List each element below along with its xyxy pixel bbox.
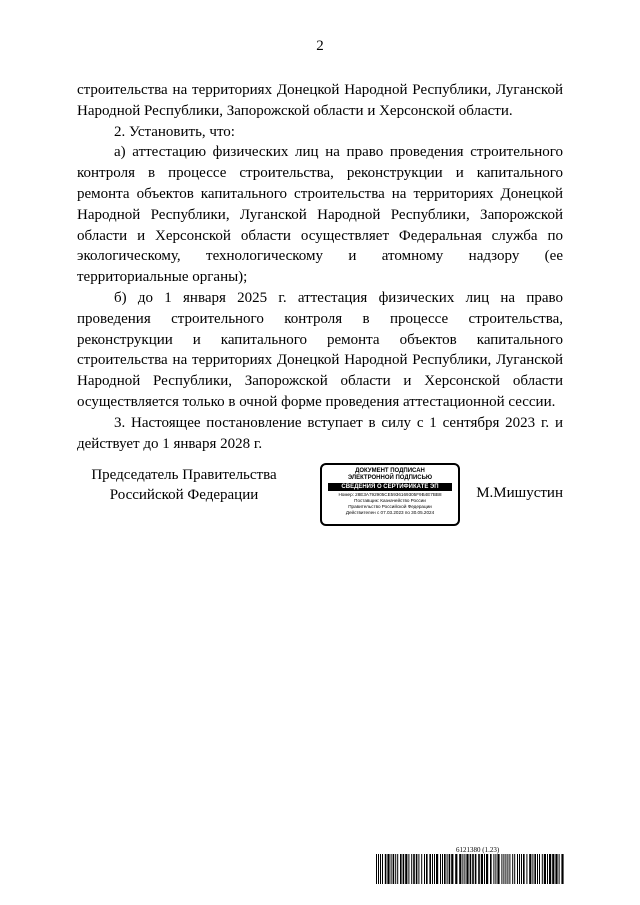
stamp-issuer: Поставщик: Казначейство России [354,498,426,503]
barcode-bar [514,854,515,884]
stamp-band: СВЕДЕНИЯ О СЕРТИФИКАТЕ ЭП [328,483,452,491]
barcode-bar [526,854,527,884]
barcode-bar [559,854,560,884]
barcode-bar [552,854,554,884]
signatory-title-line2: Российской Федерации [109,487,259,503]
barcode-bar [380,854,381,884]
barcode-bar [455,854,457,884]
barcode-bar [436,854,438,884]
barcode-bar [432,854,433,884]
barcode-bar [395,854,396,884]
signatory-title [79,465,289,505]
barcode-bar [397,854,398,884]
barcode-bar [391,854,392,884]
barcode-bar [421,854,422,884]
barcode-bar [481,854,483,884]
barcode-bar [523,854,525,884]
barcode-bar [378,854,379,884]
stamp-owner: Правительство Российской Федерации [348,504,432,509]
document-code: 6121380 (1.23) [456,846,500,854]
barcode-bar [400,854,402,884]
barcode-bar [529,854,531,884]
barcode-bar [512,854,513,884]
page-number: 2 [316,38,324,54]
barcode-bar [440,854,441,884]
barcode-bar [493,854,494,884]
barcode-bar [532,854,533,884]
barcode-bar [418,854,419,884]
barcode-bar [475,854,477,884]
paragraph-item-2b: б) до 1 января 2025 г. аттестация физических лиц на право проведения строительного контроля в процессе строительства, реконструкции и капитального ремонта объектов капитального строительства на территориях Донецкой Народной Республики, Луганской Народной Республики, Запорожской области и Херсонской области осуществляется только в очной форме проведения аттестационной сессии. [77,289,563,410]
stamp-line2: ЭЛЕКТРОННОЙ ПОДПИСЬЮ [347,475,433,481]
barcode-bar [382,854,383,884]
paragraph-item-3: 3. Настоящее постановление вступает в силу с 1 сентября 2023 г. и действует до 1 января 2028 г. [77,414,563,452]
barcode-bar [444,854,446,884]
barcode-bar [497,854,499,884]
barcode-bar [470,854,472,884]
barcode-bar [561,854,563,884]
barcode-bar [547,854,548,884]
document-body [77,80,563,454]
barcode-bar [447,854,448,884]
barcode-bar [555,854,557,884]
barcode-bar [405,854,407,884]
barcode-bar [434,854,435,884]
paragraph-item-2a: а) аттестацию физических лиц на право проведения строительного контроля в процессе строительства, реконструкции и капитального ремонта объектов капитального строительства на территориях Донецкой Народной Республики, Луганской Народной Республики, Запорожской области и Херсонской области осуществляет Федеральная служба по экологическому, технологическому и атомному надзору (ее территориальные органы); [77,144,563,286]
electronic-signature-stamp [320,463,460,526]
barcode-bar [449,854,451,884]
barcode-bar [534,854,536,884]
barcode-bar [424,854,425,884]
barcode-bar [459,854,461,884]
barcode-bar [495,854,496,884]
barcode-image [376,854,566,884]
barcode-bar [544,854,546,884]
barcode-bar [387,854,389,884]
barcode-bar [416,854,418,884]
barcode-bar [403,854,405,884]
stamp-validity: Действителен с 07.03.2023 по 30.05.2024 [345,510,435,515]
barcode-bar [413,854,415,884]
barcode-bar [505,854,506,884]
barcode-bar [408,854,409,884]
barcode-bar [549,854,551,884]
barcode-bar [501,854,502,884]
barcode-bar [393,854,395,884]
barcode-bar [486,854,488,884]
barcode-bar [490,854,492,884]
barcode-bar [478,854,480,884]
barcode-bar [376,854,377,884]
paragraph-continuation: строительства на территориях Донецкой Народной Республики, Луганской Народной Республики, Запорожской области и Херсонской области. [77,82,563,119]
barcode-bar [451,854,453,884]
barcode-bar [542,854,543,884]
barcode-bar [442,854,443,884]
barcode-bar [464,854,465,884]
barcode-bar [484,854,485,884]
signatory-title-line1: Председатель Правительства [91,467,277,483]
barcode-bar [429,854,431,884]
barcode-bar [411,854,412,884]
barcode-bar [472,854,474,884]
barcode-bar [503,854,504,884]
barcode-bar [539,854,540,884]
barcode-bar [509,854,510,884]
barcode-bar [521,854,522,884]
stamp-number: Номер: 28E3A792905CE5936169305F9B4E7BB8 [338,492,442,497]
barcode-bar [537,854,538,884]
barcode-bar [519,854,520,884]
signer-name: М.Мишустин [476,485,563,501]
barcode-bar [385,854,387,884]
barcode-bar [517,854,518,884]
barcode-bar [426,854,428,884]
barcode-bar [466,854,468,884]
paragraph-item-2: 2. Установить, что: [114,123,235,140]
barcode-bar [507,854,508,884]
barcode-bar [462,854,463,884]
stamp-line1: ДОКУМЕНТ ПОДПИСАН [355,468,425,474]
